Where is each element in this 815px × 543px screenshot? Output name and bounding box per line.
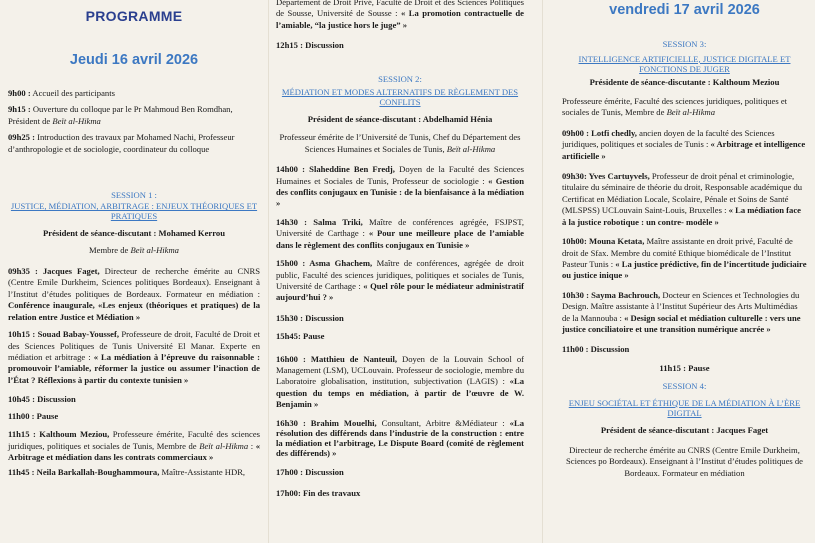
president-affiliation: Membre de Beït al-Hikma <box>89 244 179 255</box>
programme-column-3 <box>562 0 807 479</box>
session-label: SESSION 4: <box>662 381 707 392</box>
schedule-item: 11h45 : Neila Barkallah-Boughammoura, Maître-Assistante HDR, <box>8 467 246 478</box>
page-fold <box>268 0 269 543</box>
session-title: ENJEU SOCIÉTAL ET ÉTHIQUE DE LA MÉDIATION À L’ÈRE DIGITAL <box>568 397 801 418</box>
programme-column-2 <box>276 0 524 499</box>
schedule-item: 14h30 : Salma Triki, Maître de conférences agrégée, FSJPST, Université de Carthage : « Pour une meilleure place de l’amiable dans le règlement des conflits conjugaux en Tunisie » <box>276 216 524 250</box>
session-title: MÉDIATION ET MODES ALTERNATIFS DE RÈGLEMENT DES CONFLITS <box>281 87 519 107</box>
schedule-item: 10h30 : Sayma Bachrouch, Docteur en Sciences et Technologies du Design. Maître assistante à l’Institut Supérieur des Arts Multimédias de la Mannouba : « Design social et médiation culturelle : vers une justice conciliatoire et une transition numérique ancrée » <box>562 289 801 335</box>
day-heading-friday: vendredi 17 avril 2026 <box>609 2 760 18</box>
president-affiliation: Professeure émérite, Faculté des sciences juridiques, politiques et sociales de Tunis, Membre de Beït al-Hikma <box>562 95 788 118</box>
president-affiliation: Directeur de recherche émérite au CNRS (Centre Emile Durkheim, Sciences po Bordeaux). Enseignant à l’Institut d’études politiques de Bordeaux. Formateur en médiation <box>566 444 803 478</box>
session-label: SESSION 2: <box>378 73 422 84</box>
schedule-item: 09h00 : Lotfi chedly, ancien doyen de la faculté des Sciences juridiques, politiques et sociales de Tunis : « Arbitrage et intelligence artificielle » <box>562 127 806 161</box>
schedule-item: 9h00 : Accueil des participants <box>8 87 115 98</box>
schedule-item: 11h00 : Discussion <box>562 344 630 355</box>
day-heading-thursday: Jeudi 16 avril 2026 <box>69 51 199 68</box>
schedule-item: 15h00 : Asma Ghachem, Maître de conférences, agrégée de droit public, Faculté des sciences juridiques, politiques et sociales de Tunis, Université de Carthage : « Quel rôle pour le médiateur administratif aujourd’hui ? » <box>276 258 525 303</box>
schedule-item: 10h45 : Discussion <box>8 394 76 405</box>
schedule-item: 11h15 : Pause <box>659 362 710 373</box>
schedule-item: 09h35 : Jacques Faget, Directeur de recherche émérite au CNRS (Centre Emile Durkheim, Sciences politiques Bordeaux). Enseignant à l’Institut d’études politiques de Bordeaux. Formateur en médiation : Conférence inaugurale, «Les enjeux (théoriques et pratiques) de la relation entre Justice et Médiation » <box>8 266 260 322</box>
schedule-item: 10h15 : Souad Babay-Youssef, Professeure de droit, Faculté de Droit et des Sciences Politiques de Tunis Université El Manar. Experte en médiation et arbitrage : « La médiation à l’épreuve du raisonnable : promouvoir l’amiable, réformer la justice ou assumer l’inaction de l’État ? Réflexions à partir du contexte tunisien » <box>8 329 261 385</box>
schedule-item: 12h15 : Discussion <box>276 40 344 51</box>
schedule-item: 11h15 : Kalthoum Meziou, Professeure émérite, Faculté des sciences juridiques, politiques et sociales de Tunis, Membre de Beït al-Hikma : « Arbitrage et médiation dans les contrats commerciaux » <box>8 429 261 462</box>
president-affiliation: Professeur émérite de l’Université de Tunis, Chef du Département des Sciences Humaines et Sociales de Tunis, Beït al-Hikma <box>279 132 521 154</box>
programme-title: PROGRAMME <box>85 8 183 24</box>
schedule-item: 17h00 : Discussion <box>276 467 344 478</box>
schedule-item: 15h45: Pause <box>276 331 325 342</box>
programme-column-1 <box>8 0 260 479</box>
schedule-item: 16h00 : Matthieu de Nanteuil, Doyen de la Louvain School of Management (LSM), UCLouvain. Professeur de sociologie, membre du Laboratoire globalisation, institution, subjectivation (LAGIS) : «La question du temps en médiation, à partir de l’œuvre de W. Benjamin » <box>276 353 524 410</box>
schedule-item: 16h30 : Brahim Mouelhi, Consultant, Arbitre &Médiateur : «La résolution des différends dans l’industrie de la construction : entre la médiation et l’arbitrage, Le Dispute Board (comité de règlement des différends) » <box>276 417 524 459</box>
session-president: Présidente de séance-discutante : Kalthoum Meziou <box>589 77 780 88</box>
schedule-item: 9h15 : Ouverture du colloque par le Pr Mahmoud Ben Romdhan, Président de Beït al-Hikma <box>8 104 233 126</box>
session-president: Président de séance-discutant : Mohamed Kerrou <box>43 228 225 239</box>
page-fold <box>542 0 543 543</box>
schedule-item: 14h00 : Slaheddine Ben Fredj, Doyen de la Faculté des Sciences Humaines et Sociales de Tunis, Professeur de sociologie : « Gestion des conflits conjugaux en Tunisie : de la bienfaisance à la médiation » <box>276 164 524 209</box>
schedule-item: Département de Droit Privé, Faculté de Droit et des Sciences Politiques de Sousse, Université de Sousse : « La promotion contractuelle de l’amiable, “la justice hors le juge” » <box>276 0 524 30</box>
schedule-item: 15h30 : Discussion <box>276 312 344 323</box>
schedule-item: 09h30: Yves Cartuyvels, Professeur de droit pénal et criminologie, titulaire du séminaire de théorie du droit, Responsable académique du Certificat en Médiation Locale, Scolaire, Pénale et Soins de Santé (MLSPSS) UCLouvain Saint-Louis, Bruxelles : « La médiation face à la justice robotique : un contre- modèle » <box>562 170 803 227</box>
schedule-item: 10h00: Mouna Ketata, Maître assistante en droit privé, Faculté de droit de Sfax. Membre du comité Ethique biomédicale de l’Institut Pasteur Tunis : « La justice prédictive, fin de l’incertitude judiciaire ou justice inique » <box>562 236 807 281</box>
schedule-item: 11h00 : Pause <box>8 410 59 421</box>
session-label: SESSION 1 : <box>111 190 157 200</box>
session-title: INTELLIGENCE ARTIFICIELLE, JUSTICE DIGITALE ET FONCTIONS DE JUGER <box>578 53 791 74</box>
schedule-item: 17h00: Fin des travaux <box>276 487 361 498</box>
session-president: Président de séance-discutant : Jacques Faget <box>600 425 769 436</box>
session-president: Président de séance-discutant : Abdelhamid Hénia <box>307 113 493 124</box>
session-label: SESSION 3: <box>662 39 707 50</box>
session-title: JUSTICE, MÉDIATION, ARBITRAGE : ENJEUX THÉORIQUES ET PRATIQUES <box>10 201 258 222</box>
schedule-item: 09h25 : Introduction des travaux par Mohamed Nachi, Professeur d’anthropologie et de sociologie, coordinateur du colloque <box>8 132 235 154</box>
